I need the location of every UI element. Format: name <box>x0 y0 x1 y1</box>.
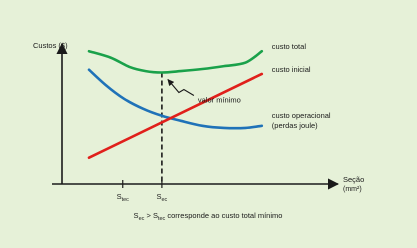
custo-operacional-sublabel: (perdas joule) <box>271 120 318 130</box>
x-axis-label: Seção <box>343 175 365 184</box>
annotation-label: valor mínimo <box>197 95 241 105</box>
custo-inicial-line <box>89 74 262 158</box>
custo-operacional-label: custo operacional <box>271 110 331 120</box>
series-labels <box>272 42 331 130</box>
custo-total-label: custo total <box>271 42 306 52</box>
custo-total-line <box>89 51 262 72</box>
annotation-arrow <box>168 80 194 96</box>
chart-caption: $S_{ec} > S_{tec}$ corresponde ao custo total mínimo <box>133 211 283 222</box>
annotation <box>168 80 241 105</box>
x-tick-label-tec: $S_{tec}$ <box>116 192 129 203</box>
x-tick-label-ec: $S_{ec}$ <box>156 192 168 203</box>
x-axis-unit: (mm²) <box>343 186 362 193</box>
y-axis-label: Custos ($) <box>33 41 68 50</box>
custo-inicial-label: custo inicial <box>271 64 311 74</box>
